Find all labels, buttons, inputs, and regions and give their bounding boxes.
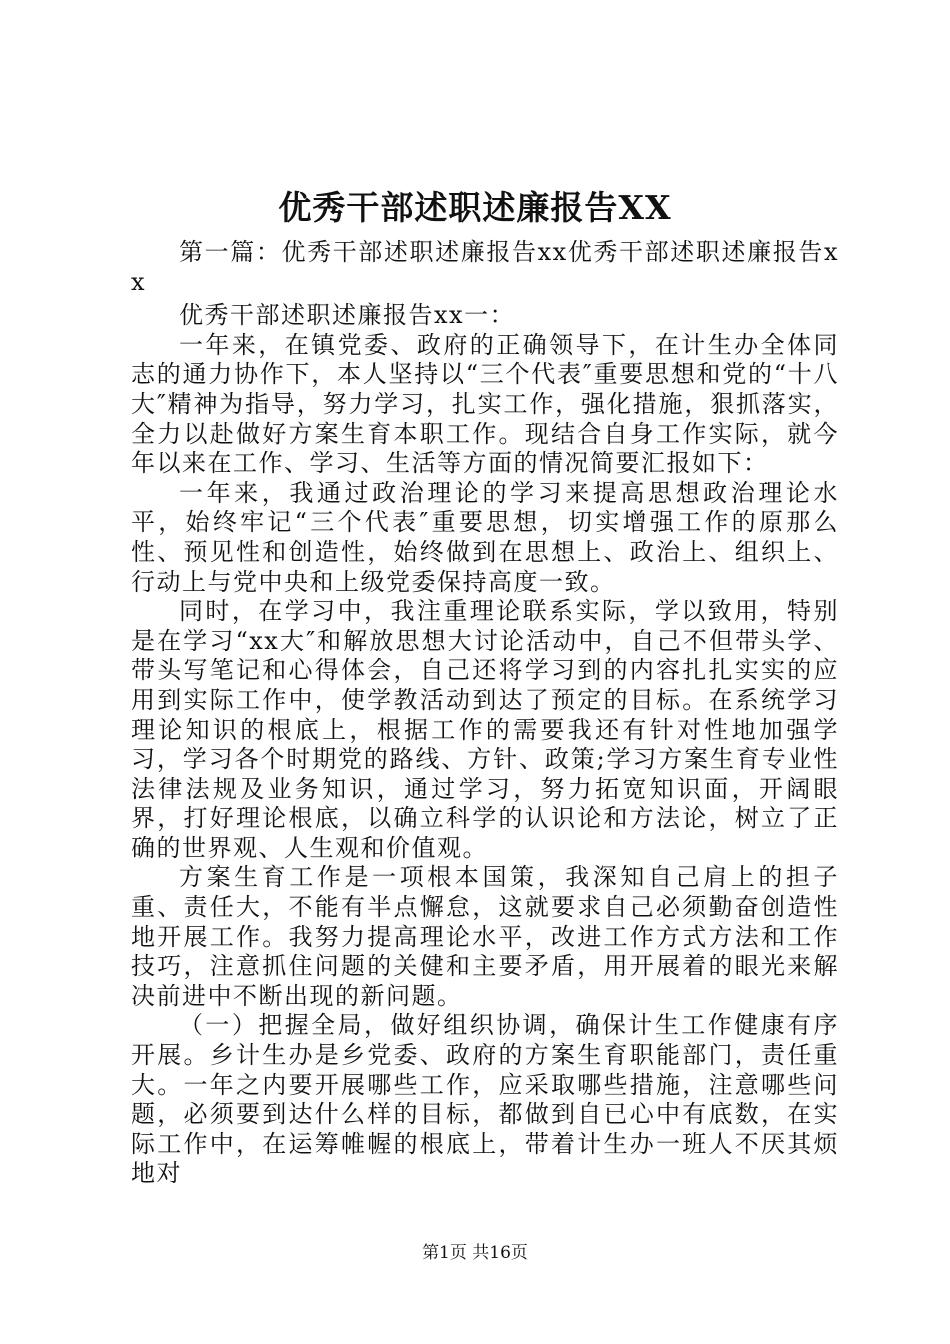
page-total: 共16页 [472,1243,528,1263]
paragraph: 一年来，我通过政治理论的学习来提高思想政治理论水平，始终牢记“三个代表″重要思想，切实增强工作的原那么性、预见性和创造性，始终做到在思想上、政治上、组织上、行动上与党中央和上级党委保持高度一致。 [131,478,839,596]
paragraph: 方案生育工作是一项根本国策，我深知自己肩上的担子重、责任大，不能有半点懈怠，这就要求自己必须勤奋创造性地开展工作。我努力提高理论水平，改进工作方式方法和工作技巧，注意抓住问题的关健和主要矛盾，用开展着的眼光来解决前进中不断出现的新问题。 [131,863,839,1010]
paragraph: 同时，在学习中，我注重理论联系实际，学以致用，特别是在学习“xx大″和解放思想大讨论活动中，自己不但带头学、带头写笔记和心得体会，自己还将学习到的内容扎扎实实的应用到实际工作中，使学教活动到达了预定的目标。在系统学习理论知识的根底上，根据工作的需要我还有针对性地加强学习，学习各个时期党的路线、方针、政策;学习方案生育专业性法律法规及业务知识，通过学习，努力拓宽知识面，开阔眼界，打好理论根底，以确立科学的认识论和方法论，树立了正确的世界观、人生观和价值观。 [131,597,839,862]
paragraph: 优秀干部述职述廉报告xx一： [179,301,516,330]
paragraph: 一年来，在镇党委、政府的正确领导下，在计生办全体同志的通力协作下，本人坚持以“三个代表″重要思想和党的“十八大″精神为指导，努力学习，扎实工作，强化措施，狠抓落实，全力以赴做好方案生育本职工作。现结合自身工作实际，就今年以来在工作、学习、生活等方面的情况简要汇报如下： [131,330,839,478]
page-footer [0,1242,950,1264]
page-number: 第1页 [422,1243,467,1263]
document-title: 优秀干部述职述廉报告XX [278,188,672,227]
paragraph: （一）把握全局，做好组织协调，确保计生工作健康有序开展。乡计生办是乡党委、政府的方案生育职能部门，责任重大。一年之内要开展哪些工作，应采取哪些措施，注意哪些问题，必须要到达什么样的目标，都做到自已心中有底数，在实际工作中，在运筹帷幄的根底上，带着计生办一班人不厌其烦地对 [131,1011,839,1188]
document-body [131,212,839,1189]
paragraph: 第一篇：优秀干部述职述廉报告xx优秀干部述职述廉报告xx [131,238,839,296]
